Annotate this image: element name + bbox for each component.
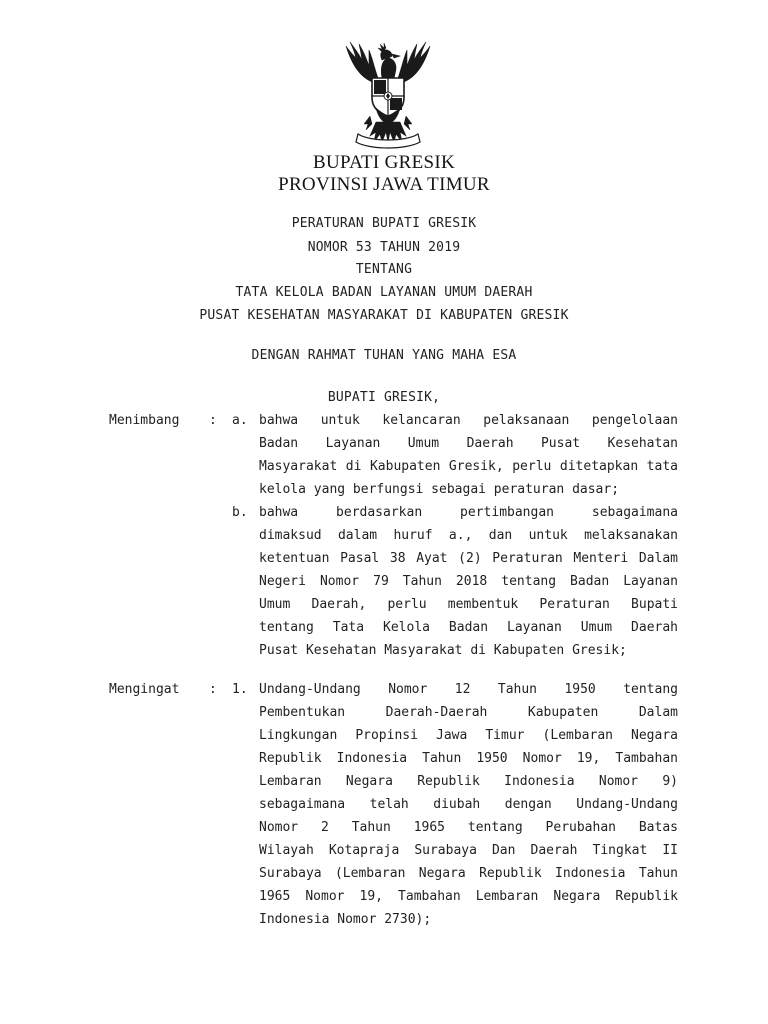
header-line-1: BUPATI GRESIK	[312, 152, 456, 173]
menimbang-item-a-marker: a.	[232, 413, 248, 428]
preamble-authority: BUPATI GRESIK,	[327, 390, 441, 405]
mengingat-item-1-line: Lembaran Negara Republik Indonesia Nomor 9)	[259, 774, 678, 789]
regulation-subject-line-1: TATA KELOLA BADAN LAYANAN UMUM DAERAH	[235, 285, 533, 300]
preamble-blessing: DENGAN RAHMAT TUHAN YANG MAHA ESA	[251, 348, 517, 363]
regulation-number: NOMOR 53 TAHUN 2019	[307, 240, 461, 255]
menimbang-item-b-line: tentang Tata Kelola Badan Layanan Umum Daerah	[259, 620, 678, 635]
mengingat-item-1-line: Indonesia Nomor 2730);	[259, 912, 432, 927]
menimbang-item-b-line: Pusat Kesehatan Masyarakat di Kabupaten Gresik;	[259, 643, 627, 658]
regulation-about: TENTANG	[355, 262, 413, 277]
mengingat-item-1-line: 1965 Nomor 19, Tambahan Lembaran Negara Republik	[259, 889, 678, 904]
mengingat-item-1-line: Undang-Undang Nomor 12 Tahun 1950 tentang	[259, 682, 678, 697]
mengingat-item-1-marker: 1.	[232, 682, 248, 697]
menimbang-item-b-marker: b.	[232, 505, 248, 520]
menimbang-item-b-line: ketentuan Pasal 38 Ayat (2) Peraturan Menteri Dalam	[259, 551, 678, 566]
menimbang-item-b-line: dimaksud dalam huruf a., dan untuk melaksanakan	[259, 528, 678, 543]
mengingat-colon: :	[209, 682, 217, 697]
mengingat-item-1-line: Republik Indonesia Tahun 1950 Nomor 19, Tambahan	[259, 751, 678, 766]
header-line-2: PROVINSI JAWA TIMUR	[278, 174, 490, 195]
mengingat-item-1-line: Surabaya (Lembaran Negara Republik Indonesia Tahun	[259, 866, 678, 881]
menimbang-label: Menimbang	[109, 413, 180, 428]
menimbang-item-a-line: bahwa untuk kelancaran pelaksanaan pengelolaan	[259, 413, 678, 428]
regulation-subject-line-2: PUSAT KESEHATAN MASYARAKAT DI KABUPATEN GRESIK	[199, 308, 569, 323]
mengingat-item-1-line: Wilayah Kotapraja Surabaya Dan Daerah Tingkat II	[259, 843, 678, 858]
menimbang-item-a-line: kelola yang berfungsi sebagai peraturan dasar;	[259, 482, 620, 497]
menimbang-item-b-line: Umum Daerah, perlu membentuk Peraturan Bupati	[259, 597, 678, 612]
regulation-title: PERATURAN BUPATI GRESIK	[291, 216, 477, 231]
mengingat-item-1-line: Lingkungan Propinsi Jawa Timur (Lembaran Negara	[259, 728, 678, 743]
menimbang-item-a-line: Badan Layanan Umum Daerah Pusat Kesehatan	[259, 436, 678, 451]
garuda-emblem-icon	[336, 38, 440, 150]
mengingat-item-1-line: Pembentukan Daerah-Daerah Kabupaten Dalam	[259, 705, 678, 720]
mengingat-item-1-line: sebagaimana telah diubah dengan Undang-Undang	[259, 797, 678, 812]
menimbang-item-b-line: bahwa berdasarkan pertimbangan sebagaimana	[259, 505, 678, 520]
mengingat-label: Mengingat	[109, 682, 180, 697]
menimbang-item-b-line: Negeri Nomor 79 Tahun 2018 tentang Badan Layanan	[259, 574, 678, 589]
menimbang-colon: :	[209, 413, 217, 428]
mengingat-item-1-line: Nomor 2 Tahun 1965 tentang Perubahan Batas	[259, 820, 678, 835]
menimbang-item-a-line: Masyarakat di Kabupaten Gresik, perlu ditetapkan tata	[259, 459, 678, 474]
